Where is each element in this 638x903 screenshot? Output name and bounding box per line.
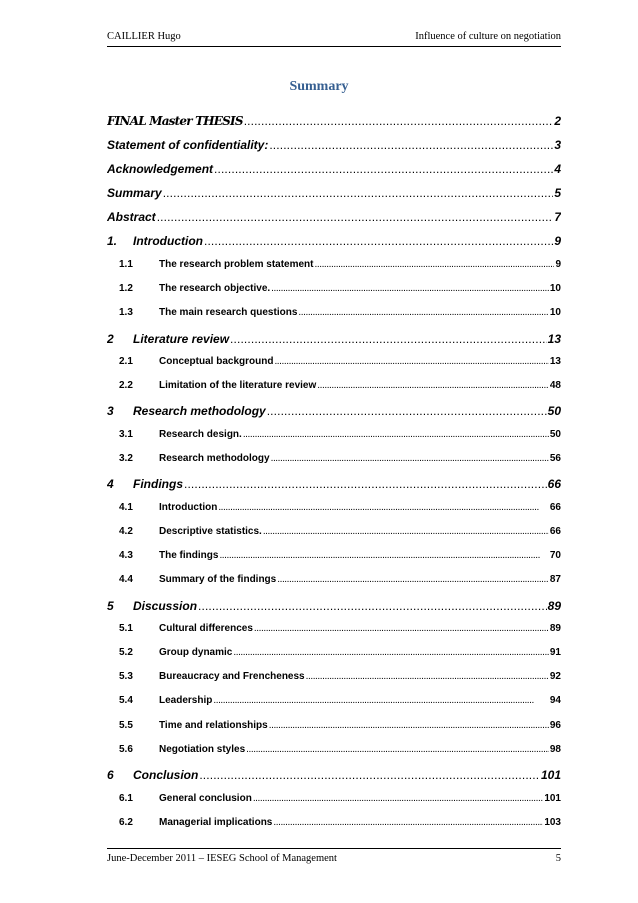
toc-entry[interactable] bbox=[107, 138, 561, 154]
toc-dot-leader bbox=[317, 380, 549, 391]
toc-entry[interactable] bbox=[107, 380, 561, 396]
toc-entry-label: Cultural differences bbox=[159, 623, 253, 634]
toc-dot-leader bbox=[199, 768, 540, 782]
toc-dot-leader bbox=[274, 356, 548, 367]
toc-entry-number: 2.2 bbox=[119, 380, 133, 391]
toc-entry-label: Literature review bbox=[133, 332, 230, 346]
toc-entry-page: 96 bbox=[549, 720, 561, 731]
toc-entry-page: 87 bbox=[549, 574, 561, 585]
toc-entry-page: 70 bbox=[549, 550, 561, 561]
toc-dot-leader bbox=[298, 307, 548, 318]
toc-entry-number: 3.2 bbox=[119, 453, 133, 464]
toc-entry[interactable] bbox=[107, 599, 561, 615]
toc-dot-leader bbox=[219, 550, 548, 561]
toc-entry-page: 5 bbox=[554, 186, 561, 200]
toc-entry-page: 50 bbox=[547, 404, 561, 418]
toc-entry-label: Conceptual background bbox=[159, 356, 274, 367]
toc-entry[interactable] bbox=[107, 162, 561, 178]
toc-entry[interactable] bbox=[107, 744, 561, 760]
toc-entry-number: 4.4 bbox=[119, 574, 133, 585]
toc-entry-page: 66 bbox=[549, 526, 561, 537]
header-topic: Influence of culture on negotiation bbox=[415, 31, 561, 42]
toc-dot-leader bbox=[218, 502, 549, 513]
toc-entry-page: 9 bbox=[555, 259, 561, 270]
toc-dot-leader bbox=[213, 695, 549, 706]
toc-entry-label: Abstract bbox=[107, 210, 156, 224]
toc-entry[interactable] bbox=[107, 307, 561, 323]
toc-entry-number: 5.1 bbox=[119, 623, 133, 634]
toc-dot-leader bbox=[253, 793, 544, 804]
toc-entry-label: Negotiation styles bbox=[159, 744, 246, 755]
toc-entry-label: Limitation of the literature review bbox=[159, 380, 317, 391]
toc-entry-page: 7 bbox=[554, 210, 561, 224]
toc-entry-label: Research methodology bbox=[133, 404, 266, 418]
toc-entry-number: 6 bbox=[107, 768, 114, 782]
toc-entry[interactable] bbox=[107, 526, 561, 542]
toc-entry-page: 10 bbox=[549, 283, 561, 294]
toc-entry-number: 3.1 bbox=[119, 429, 133, 440]
toc-entry-page: 94 bbox=[549, 695, 561, 706]
toc-entry-number: 6.2 bbox=[119, 817, 133, 828]
toc-entry-label: FINAL Master THESIS bbox=[107, 114, 243, 128]
toc-entry[interactable] bbox=[107, 283, 561, 299]
toc-entry-number: 2.1 bbox=[119, 356, 133, 367]
page-footer bbox=[107, 853, 561, 864]
toc-entry-number: 6.1 bbox=[119, 793, 133, 804]
toc-entry-label: Managerial implications bbox=[159, 817, 273, 828]
toc-entry[interactable] bbox=[107, 429, 561, 445]
toc-entry[interactable] bbox=[107, 356, 561, 372]
toc-entry-page: 3 bbox=[554, 138, 561, 152]
toc-entry[interactable] bbox=[107, 647, 561, 663]
toc-entry-number: 4.3 bbox=[119, 550, 133, 561]
toc-entry-page: 101 bbox=[544, 793, 561, 804]
toc-entry-label: Conclusion bbox=[133, 768, 199, 782]
toc-dot-leader bbox=[271, 283, 549, 294]
toc-entry-label: Time and relationships bbox=[159, 720, 268, 731]
toc-entry[interactable] bbox=[107, 453, 561, 469]
toc-entry-label: Group dynamic bbox=[159, 647, 233, 658]
toc-entry-number: 5.2 bbox=[119, 647, 133, 658]
toc-entry-page: 50 bbox=[549, 429, 561, 440]
toc-entry-number: 1.1 bbox=[119, 259, 133, 270]
toc-entry-page: 48 bbox=[549, 380, 561, 391]
toc-entry[interactable] bbox=[107, 502, 561, 518]
toc-entry[interactable] bbox=[107, 817, 561, 833]
page-title: Summary bbox=[289, 79, 349, 94]
toc-entry-label: The findings bbox=[159, 550, 219, 561]
toc-entry[interactable] bbox=[107, 768, 561, 784]
toc-entry[interactable] bbox=[107, 550, 561, 566]
toc-entry[interactable] bbox=[107, 404, 561, 420]
toc-dot-leader bbox=[269, 138, 553, 152]
toc-dot-leader bbox=[204, 234, 553, 248]
toc-entry-page: 13 bbox=[547, 332, 561, 346]
header-rule bbox=[107, 46, 561, 47]
toc-entry-label: Leadership bbox=[159, 695, 213, 706]
footer-rule bbox=[107, 848, 561, 849]
toc-entry-number: 1. bbox=[107, 234, 118, 248]
toc-entry-page: 103 bbox=[544, 817, 561, 828]
toc-entry-number: 5 bbox=[107, 599, 114, 613]
toc-entry-label: Research design. bbox=[159, 429, 242, 440]
toc-entry-page: 101 bbox=[540, 768, 561, 782]
toc-dot-leader bbox=[246, 744, 549, 755]
toc-dot-leader bbox=[277, 574, 549, 585]
toc-entry-label: Acknowledgement bbox=[107, 162, 214, 176]
toc-entry-page: 89 bbox=[549, 623, 561, 634]
toc-dot-leader bbox=[273, 817, 543, 828]
toc-entry-page: 56 bbox=[549, 453, 561, 464]
toc-entry-page: 92 bbox=[549, 671, 561, 682]
toc-entry-page: 91 bbox=[549, 647, 561, 658]
toc-dot-leader bbox=[315, 259, 555, 270]
toc-entry[interactable] bbox=[107, 623, 561, 639]
toc-entry-number: 4.1 bbox=[119, 502, 133, 513]
toc-dot-leader bbox=[267, 404, 547, 418]
toc-entry-number: 4 bbox=[107, 477, 114, 491]
toc-entry-label: The research objective. bbox=[159, 283, 271, 294]
toc-entry-number: 5.3 bbox=[119, 671, 133, 682]
toc-entry[interactable] bbox=[107, 793, 561, 809]
toc-entry-number: 4.2 bbox=[119, 526, 133, 537]
toc-entry[interactable] bbox=[107, 332, 561, 348]
toc-entry[interactable] bbox=[107, 574, 561, 590]
header-author: CAILLIER Hugo bbox=[107, 31, 181, 42]
toc-entry-label: Discussion bbox=[133, 599, 198, 613]
toc-entry-page: 89 bbox=[547, 599, 561, 613]
toc-entry-number: 5.4 bbox=[119, 695, 133, 706]
toc-entry-number: 5.5 bbox=[119, 720, 133, 731]
toc-entry-label: Summary bbox=[107, 186, 162, 200]
toc-dot-leader bbox=[214, 162, 553, 176]
page-number: 5 bbox=[555, 853, 561, 864]
toc-entry-page: 2 bbox=[554, 114, 561, 128]
toc-entry-label: The research problem statement bbox=[159, 259, 314, 270]
toc-dot-leader bbox=[230, 332, 547, 346]
toc-dot-leader bbox=[269, 720, 549, 731]
toc-entry-page: 4 bbox=[554, 162, 561, 176]
toc-entry[interactable] bbox=[107, 114, 561, 130]
footer-text: June-December 2011 – IESEG School of Management bbox=[107, 853, 337, 864]
toc-entry-label: The main research questions bbox=[159, 307, 298, 318]
toc-entry[interactable] bbox=[107, 695, 561, 711]
toc-entry[interactable] bbox=[107, 477, 561, 493]
toc-dot-leader bbox=[244, 114, 554, 128]
toc-entry[interactable] bbox=[107, 720, 561, 736]
toc-dot-leader bbox=[233, 647, 549, 658]
toc-entry-label: Statement of confidentiality: bbox=[107, 138, 269, 152]
toc-entry-page: 9 bbox=[554, 234, 561, 248]
page-header bbox=[107, 31, 561, 42]
toc-entry[interactable] bbox=[107, 234, 561, 250]
toc-entry-label: Findings bbox=[133, 477, 183, 491]
toc-entry-label: Introduction bbox=[159, 502, 218, 513]
toc-entry-number: 5.6 bbox=[119, 744, 133, 755]
toc-entry-label: General conclusion bbox=[159, 793, 252, 804]
toc-entry-label: Bureaucracy and Frencheness bbox=[159, 671, 305, 682]
toc-entry-page: 66 bbox=[549, 502, 561, 513]
toc-entry-number: 3 bbox=[107, 404, 114, 418]
toc-entry-page: 10 bbox=[549, 307, 561, 318]
toc-entry[interactable] bbox=[107, 671, 561, 687]
toc-entry[interactable] bbox=[107, 259, 561, 275]
toc-entry-number: 1.3 bbox=[119, 307, 133, 318]
toc-entry-label: Introduction bbox=[133, 234, 203, 248]
toc-dot-leader bbox=[271, 453, 549, 464]
toc-dot-leader bbox=[157, 210, 554, 224]
toc-entry-page: 98 bbox=[549, 744, 561, 755]
toc-entry-page: 13 bbox=[549, 356, 561, 367]
toc-entry-label: Research methodology bbox=[159, 453, 270, 464]
toc-dot-leader bbox=[254, 623, 549, 634]
toc-entry[interactable] bbox=[107, 186, 561, 202]
toc-entry-number: 1.2 bbox=[119, 283, 133, 294]
toc-dot-leader bbox=[306, 671, 549, 682]
toc-dot-leader bbox=[198, 599, 547, 613]
toc-dot-leader bbox=[184, 477, 547, 491]
toc-dot-leader bbox=[263, 526, 549, 537]
toc-entry-label: Descriptive statistics. bbox=[159, 526, 262, 537]
toc-entry-page: 66 bbox=[547, 477, 561, 491]
toc-entry-number: 2 bbox=[107, 332, 114, 346]
toc-dot-leader bbox=[243, 429, 549, 440]
toc-entry[interactable] bbox=[107, 210, 561, 226]
toc-entry-label: Summary of the findings bbox=[159, 574, 277, 585]
toc-dot-leader bbox=[163, 186, 554, 200]
